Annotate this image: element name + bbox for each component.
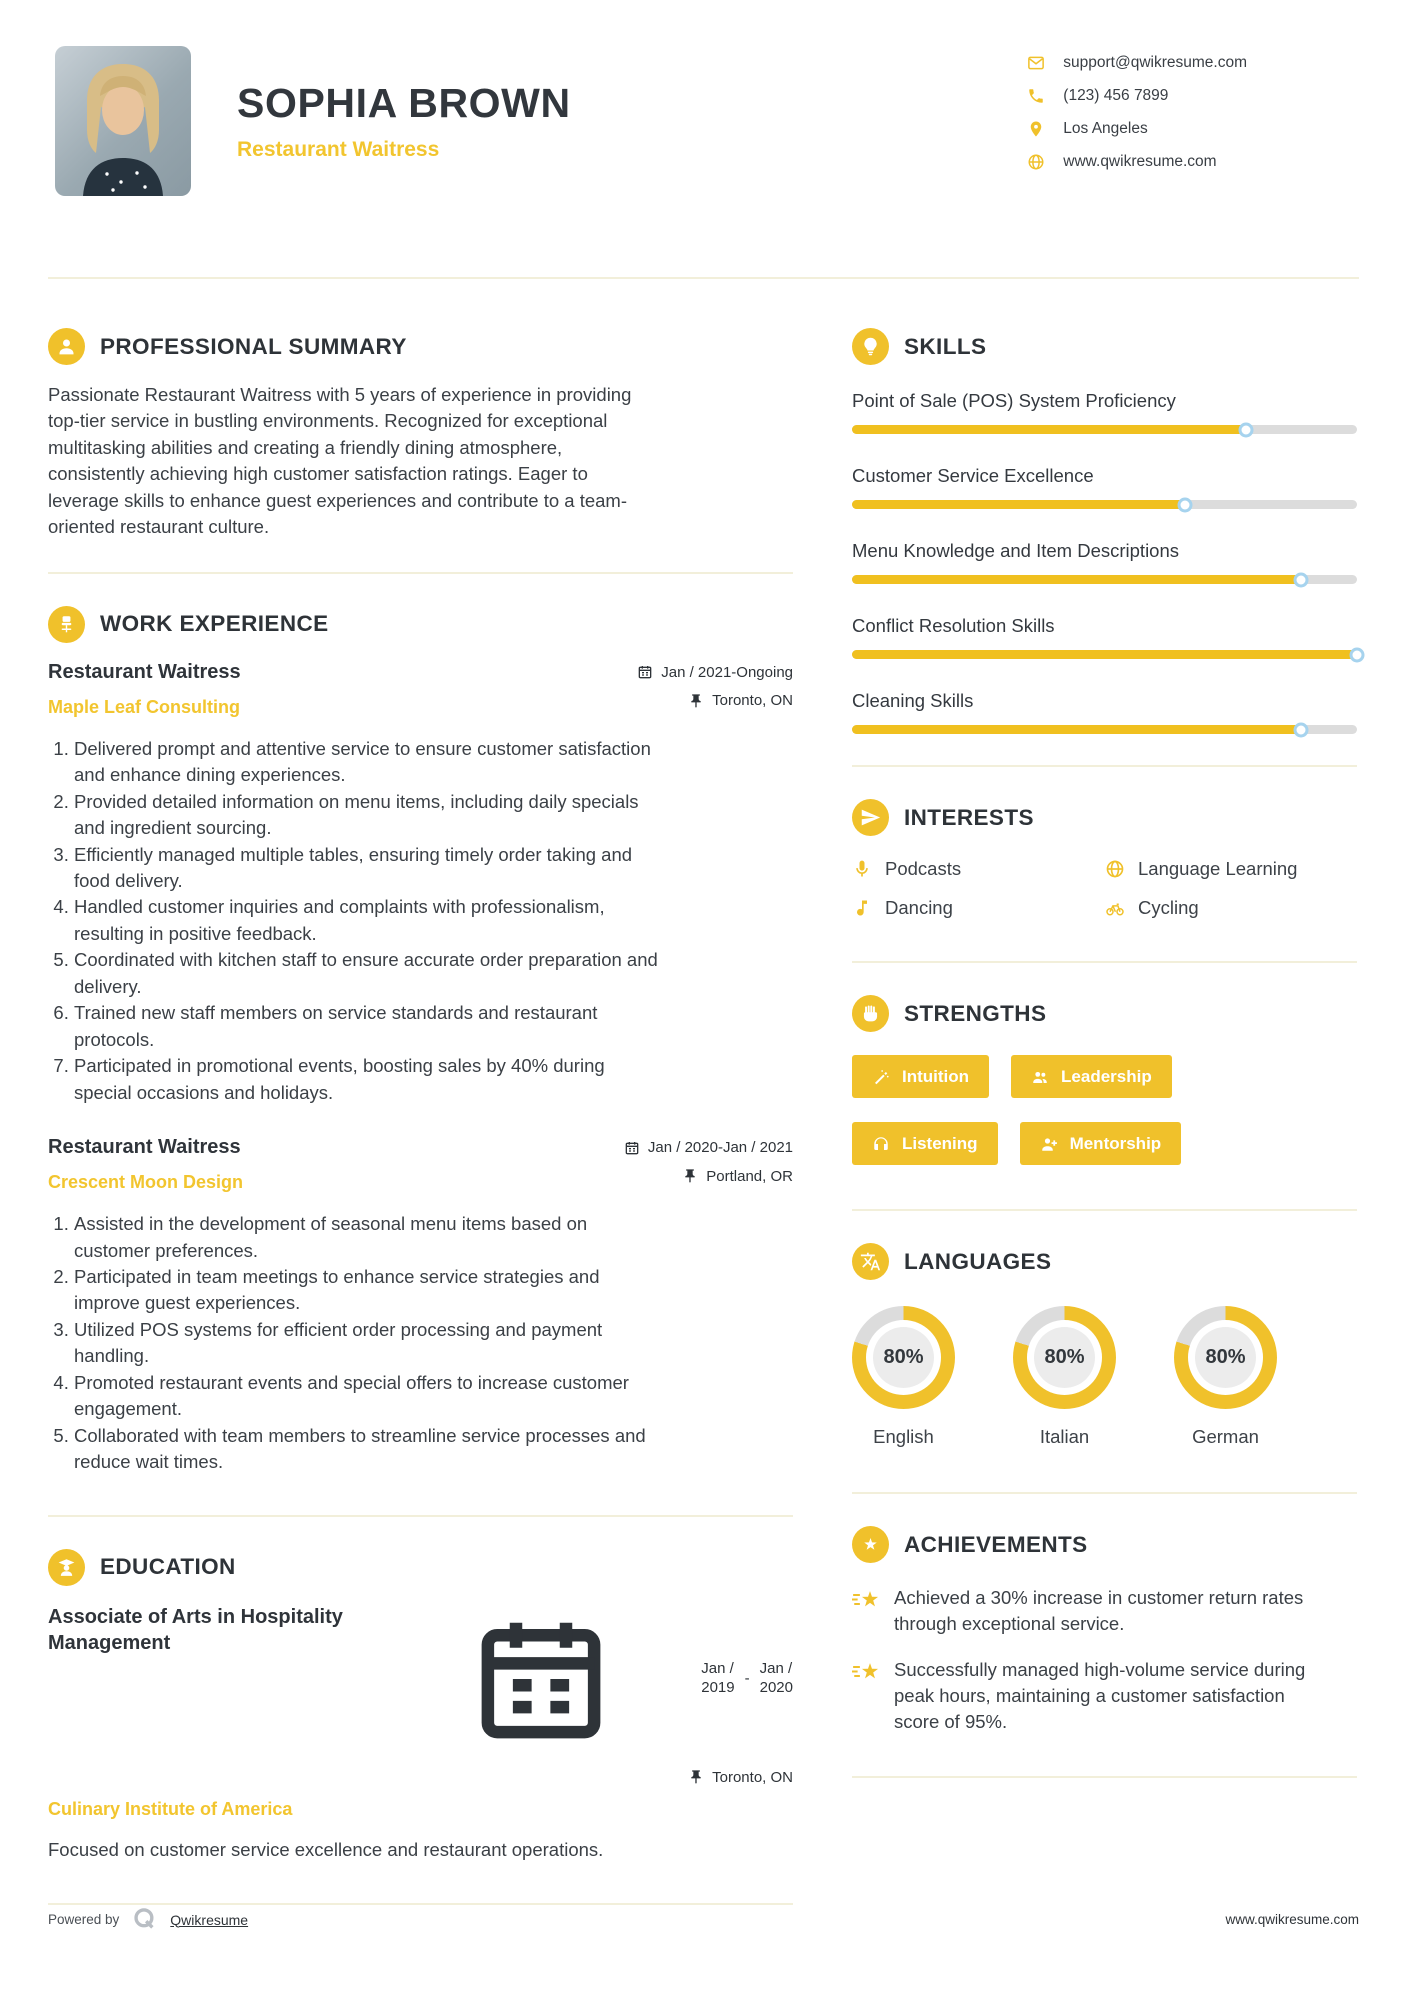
contact-email[interactable] bbox=[1027, 54, 1247, 72]
job-bullet: 2. Provided detailed information on menu items, including daily specials and ingredient sourcing. bbox=[74, 789, 666, 842]
skill-slider-knob bbox=[1178, 497, 1193, 512]
section-title: PROFESSIONAL SUMMARY bbox=[100, 333, 407, 359]
section-divider bbox=[48, 572, 793, 574]
job-bullet: 1. Delivered prompt and attentive service to ensure customer satisfaction and enhance dining experiences. bbox=[74, 736, 666, 789]
powered-by-label: Powered by bbox=[48, 1912, 120, 1927]
calendar-icon bbox=[391, 1604, 691, 1754]
fist-icon bbox=[852, 995, 889, 1032]
candidate-name: SOPHIA BROWN bbox=[237, 80, 571, 126]
calendar-icon bbox=[624, 1140, 640, 1156]
skill-slider bbox=[852, 500, 1357, 509]
skill-label: Menu Knowledge and Item Descriptions bbox=[852, 540, 1180, 561]
section-skills bbox=[852, 328, 1357, 365]
bicycle-icon bbox=[1105, 898, 1125, 918]
skill-slider bbox=[852, 425, 1357, 434]
section-title: INTERESTS bbox=[904, 804, 1034, 830]
job-bullet: 4. Handled customer inquiries and complaints with professionalism, resulting in positive feedback. bbox=[74, 894, 666, 947]
section-title: ACHIEVEMENTS bbox=[904, 1531, 1088, 1557]
school-name: Culinary Institute of America bbox=[48, 1798, 293, 1819]
language-name: English bbox=[873, 1426, 934, 1447]
skill-item bbox=[852, 615, 1357, 659]
interests-list bbox=[852, 858, 1357, 919]
job-bullet: 3. Utilized POS systems for efficient order processing and payment handling. bbox=[74, 1317, 666, 1370]
star-icon bbox=[852, 1526, 889, 1563]
job-bullet-list bbox=[48, 1211, 666, 1476]
mail-icon bbox=[1027, 54, 1045, 72]
contact-location bbox=[1027, 120, 1247, 138]
strengths-list bbox=[852, 1055, 1282, 1165]
education-location: Toronto, ON bbox=[688, 1769, 793, 1786]
section-divider bbox=[852, 765, 1357, 767]
office-chair-icon bbox=[48, 606, 85, 643]
section-divider bbox=[48, 1515, 793, 1517]
shooting-star-icon bbox=[852, 1658, 879, 1685]
job-location: Portland, OR bbox=[682, 1168, 793, 1185]
language-percent: 80% bbox=[1195, 1327, 1256, 1388]
section-title: SKILLS bbox=[904, 333, 987, 359]
right-column bbox=[852, 279, 1357, 1905]
resume-header bbox=[0, 0, 1407, 277]
music-note-icon bbox=[852, 898, 872, 918]
strength-tag: Leadership bbox=[1011, 1055, 1172, 1098]
skill-label: Point of Sale (POS) System Proficiency bbox=[852, 390, 1176, 411]
skill-label: Conflict Resolution Skills bbox=[852, 615, 1055, 636]
headphones-icon bbox=[872, 1135, 890, 1153]
interest-item: Dancing bbox=[852, 897, 1105, 919]
job-dates: Jan / 2021-Ongoing bbox=[637, 664, 793, 681]
language-progress-ring bbox=[852, 1306, 955, 1409]
pushpin-icon bbox=[682, 1168, 698, 1184]
section-divider bbox=[852, 1492, 1357, 1494]
job-title: Restaurant Waitress bbox=[48, 660, 241, 683]
skill-item bbox=[852, 465, 1357, 509]
education-entry bbox=[48, 1604, 793, 1861]
skill-item bbox=[852, 690, 1357, 734]
left-column bbox=[48, 279, 793, 1905]
section-title: WORK EXPERIENCE bbox=[100, 611, 329, 637]
skill-slider-knob bbox=[1294, 572, 1309, 587]
translate-icon bbox=[852, 1243, 889, 1280]
degree-title: Associate of Arts in Hospitality Management bbox=[48, 1605, 343, 1654]
section-divider bbox=[852, 1776, 1357, 1778]
contact-location-text: Los Angeles bbox=[1063, 120, 1148, 137]
skill-slider-fill bbox=[852, 425, 1246, 434]
achievement-text: Successfully managed high-volume service during peak hours, maintaining a customer satisfaction score of 95%. bbox=[894, 1658, 1306, 1732]
skill-label: Customer Service Excellence bbox=[852, 465, 1094, 486]
strength-tag: Intuition bbox=[852, 1055, 989, 1098]
paper-plane-icon bbox=[852, 799, 889, 836]
section-divider bbox=[852, 1209, 1357, 1211]
skill-slider-fill bbox=[852, 500, 1185, 509]
language-percent: 80% bbox=[873, 1327, 934, 1388]
job-company: Crescent Moon Design bbox=[48, 1172, 244, 1193]
section-work-experience bbox=[48, 606, 793, 643]
section-achievements bbox=[852, 1526, 1357, 1563]
skills-list bbox=[852, 390, 1357, 734]
section-education bbox=[48, 1549, 793, 1586]
skill-slider bbox=[852, 575, 1357, 584]
skill-item bbox=[852, 540, 1357, 584]
language-percent: 80% bbox=[1034, 1327, 1095, 1388]
pushpin-icon bbox=[688, 1769, 704, 1785]
achievements-list bbox=[852, 1585, 1357, 1734]
job-title: Restaurant Waitress bbox=[48, 1136, 241, 1159]
footer-website[interactable]: www.qwikresume.com bbox=[1225, 1912, 1359, 1927]
skill-slider-fill bbox=[852, 575, 1301, 584]
achievement-item bbox=[852, 1657, 1322, 1735]
language-progress-ring bbox=[1174, 1306, 1277, 1409]
job-bullet: 1. Assisted in the development of seasonal menu items based on customer preferences. bbox=[74, 1211, 666, 1264]
calendar-icon bbox=[637, 664, 653, 680]
user-plus-icon bbox=[1040, 1135, 1058, 1153]
summary-text: Passionate Restaurant Waitress with 5 years of experience in providing top-tier service in bustling environments. Recognized for exceptional multitasking abilities and creating a friendly dining atmosphere, consistently achieving high customer satisfaction ratings. Eager to leverage skills to enhance guest experiences and contribute to a team-oriented restaurant culture. bbox=[48, 384, 632, 538]
language-item bbox=[852, 1306, 955, 1448]
section-title: EDUCATION bbox=[100, 1554, 236, 1580]
job-entry bbox=[48, 1136, 793, 1476]
education-dates: Jan / 2019 - Jan / 2020 bbox=[391, 1604, 793, 1754]
skill-slider-fill bbox=[852, 725, 1301, 734]
skill-slider bbox=[852, 650, 1357, 659]
language-name: Italian bbox=[1039, 1426, 1090, 1447]
section-title: STRENGTHS bbox=[904, 1000, 1047, 1026]
section-divider bbox=[48, 1903, 793, 1905]
job-bullet: 7. Participated in promotional events, boosting sales by 40% during special occasions and holidays. bbox=[74, 1053, 666, 1106]
powered-by bbox=[48, 1906, 248, 1933]
profile-photo bbox=[55, 46, 191, 196]
users-icon bbox=[1031, 1068, 1049, 1086]
qwikresume-link[interactable]: Qwikresume bbox=[170, 1911, 249, 1928]
section-strengths bbox=[852, 995, 1357, 1032]
contact-phone[interactable] bbox=[1027, 87, 1247, 105]
location-pin-icon bbox=[1027, 120, 1045, 138]
job-bullet: 5. Collaborated with team members to streamline service processes and reduce wait times. bbox=[74, 1423, 666, 1476]
job-bullet: 5. Coordinated with kitchen staff to ensure accurate order preparation and delivery. bbox=[74, 947, 666, 1000]
microphone-icon bbox=[852, 859, 872, 879]
qwikresume-logo-icon bbox=[131, 1906, 158, 1933]
interest-item: Language Learning bbox=[1105, 858, 1357, 880]
language-progress-ring bbox=[1013, 1306, 1116, 1409]
education-description: Focused on customer service excellence and restaurant operations. bbox=[48, 1838, 604, 1860]
interest-item: Podcasts bbox=[852, 858, 1105, 880]
strength-tag: Listening bbox=[852, 1122, 998, 1165]
skill-item bbox=[852, 390, 1357, 434]
language-item bbox=[1013, 1306, 1116, 1448]
profile-photo-illustration bbox=[55, 46, 191, 196]
pushpin-icon bbox=[688, 693, 704, 709]
contact-website-text: www.qwikresume.com bbox=[1063, 153, 1217, 170]
lightbulb-icon bbox=[852, 328, 889, 365]
person-icon bbox=[48, 328, 85, 365]
skill-slider-knob bbox=[1350, 647, 1365, 662]
job-dates: Jan / 2020-Jan / 2021 bbox=[624, 1139, 793, 1156]
job-bullet: 6. Trained new staff members on service standards and restaurant protocols. bbox=[74, 1000, 666, 1053]
language-name: German bbox=[1192, 1426, 1259, 1447]
skill-label: Cleaning Skills bbox=[852, 690, 974, 711]
section-languages bbox=[852, 1243, 1357, 1280]
skill-slider bbox=[852, 725, 1357, 734]
job-location: Toronto, ON bbox=[688, 692, 793, 709]
section-title: LANGUAGES bbox=[904, 1248, 1052, 1274]
globe-icon bbox=[1027, 153, 1045, 171]
job-company: Maple Leaf Consulting bbox=[48, 696, 241, 717]
section-professional-summary bbox=[48, 328, 793, 365]
contact-email-text: support@qwikresume.com bbox=[1063, 54, 1247, 71]
job-bullet-list bbox=[48, 736, 666, 1106]
contact-info bbox=[1027, 46, 1247, 171]
job-bullet: 3. Efficiently managed multiple tables, ensuring timely order taking and food delivery. bbox=[74, 842, 666, 895]
section-divider bbox=[852, 961, 1357, 963]
skill-slider-knob bbox=[1294, 722, 1309, 737]
interest-item: Cycling bbox=[1105, 897, 1357, 919]
phone-icon bbox=[1027, 87, 1045, 105]
globe-icon bbox=[1105, 859, 1125, 879]
page-footer bbox=[48, 1906, 1359, 1933]
languages-list bbox=[852, 1306, 1357, 1448]
magic-wand-icon bbox=[872, 1068, 890, 1086]
graduate-icon bbox=[48, 1549, 85, 1586]
achievement-text: Achieved a 30% increase in customer return rates through exceptional service. bbox=[894, 1587, 1304, 1634]
achievement-item bbox=[852, 1585, 1322, 1637]
skill-slider-fill bbox=[852, 650, 1357, 659]
shooting-star-icon bbox=[852, 1586, 879, 1613]
candidate-title: Restaurant Waitress bbox=[237, 138, 440, 161]
contact-website[interactable] bbox=[1027, 153, 1247, 171]
strength-tag: Mentorship bbox=[1020, 1122, 1182, 1165]
job-entry bbox=[48, 661, 793, 1106]
language-item bbox=[1174, 1306, 1277, 1448]
job-bullet: 2. Participated in team meetings to enhance service strategies and improve guest experiences. bbox=[74, 1264, 666, 1317]
section-interests bbox=[852, 799, 1357, 836]
contact-phone-text: (123) 456 7899 bbox=[1063, 87, 1169, 104]
skill-slider-knob bbox=[1238, 422, 1253, 437]
job-bullet: 4. Promoted restaurant events and special offers to increase customer engagement. bbox=[74, 1370, 666, 1423]
